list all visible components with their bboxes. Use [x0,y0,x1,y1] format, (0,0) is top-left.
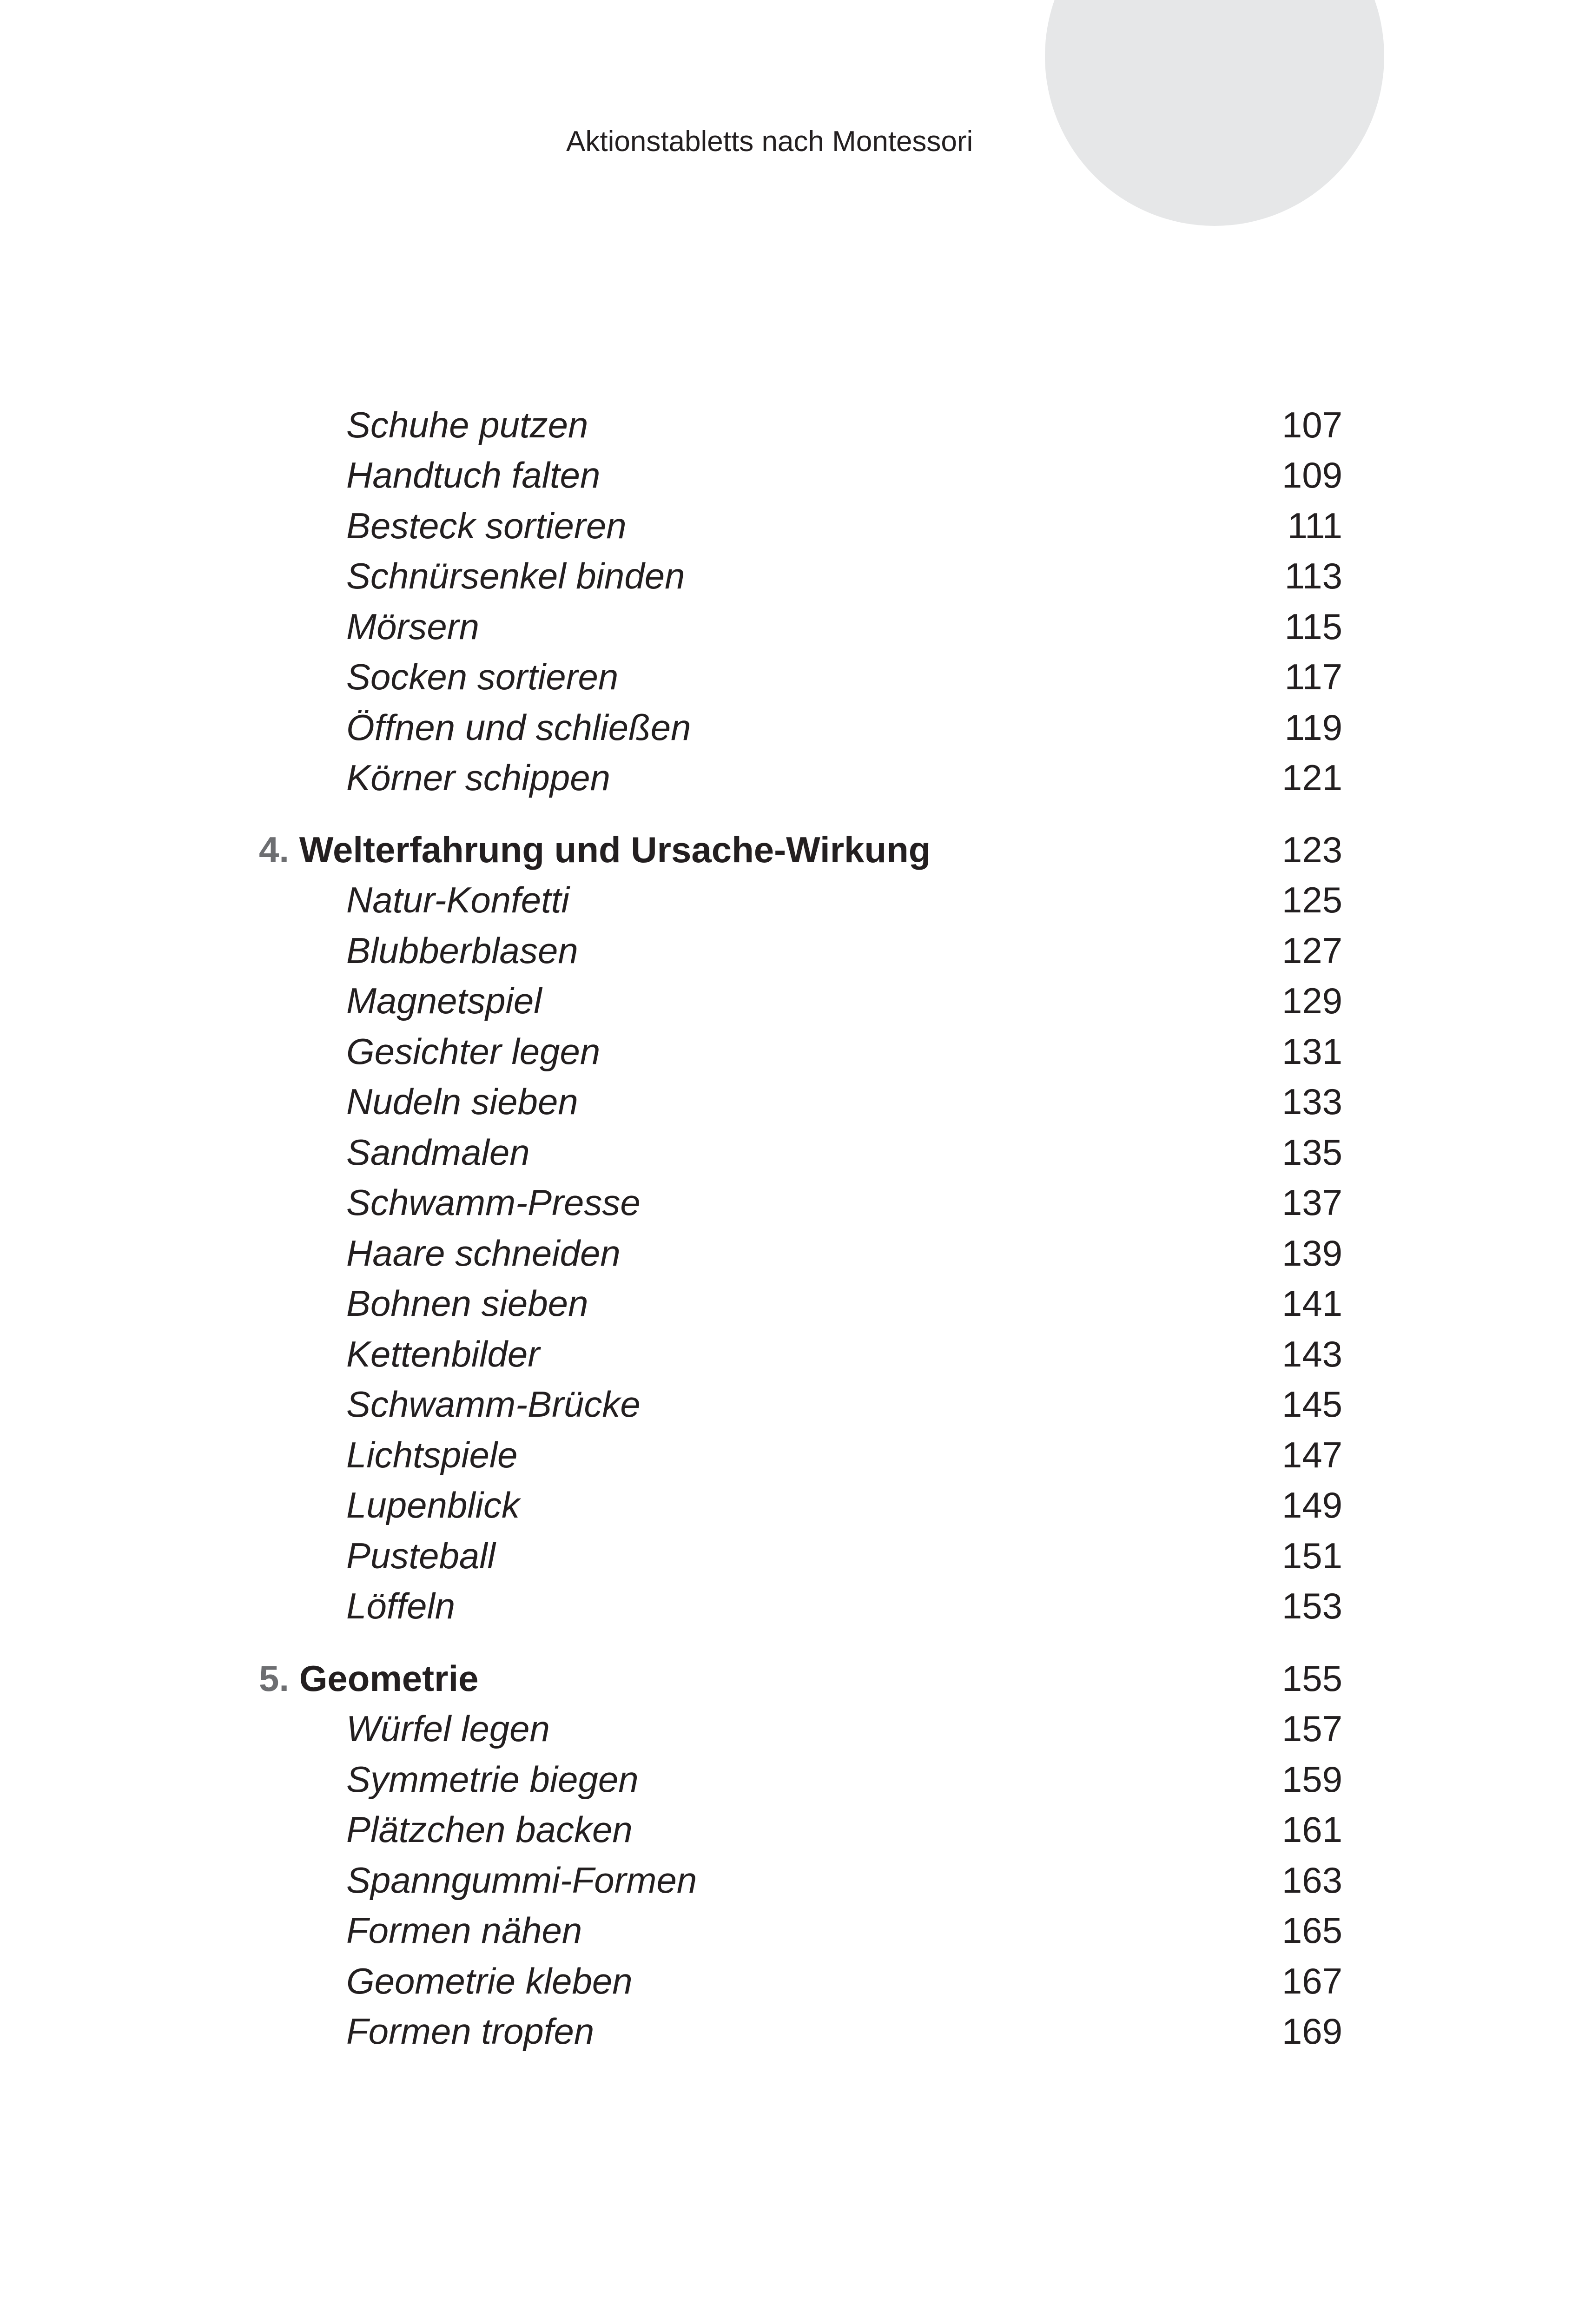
toc-entry [0,1177,1592,1228]
toc-entry-page: 137 [1282,1182,1342,1223]
toc-entry-title: Löffeln [346,1585,456,1626]
toc-entry-page: 169 [1282,2011,1342,2052]
toc-entry-title: Schwamm-Presse [346,1182,641,1223]
toc-entry [0,1480,1592,1530]
toc-entry-title: Formen tropfen [346,2011,595,2052]
toc-entry [0,976,1592,1026]
toc-entry-title: Würfel legen [346,1708,550,1749]
toc-entry-page: 165 [1282,1910,1342,1951]
toc-entry-title: Blubberblasen [346,930,578,971]
toc-entry-title: Körner schippen [346,757,611,798]
toc-entry [0,1703,1592,1754]
toc-entry [0,1329,1592,1379]
toc-entry-page: 157 [1282,1708,1342,1749]
toc-entry-page: 145 [1282,1384,1342,1425]
toc-entry-title: Plätzchen backen [346,1809,633,1850]
toc-entry [0,1804,1592,1855]
toc-entry-page: 131 [1282,1031,1342,1072]
toc-entry [0,652,1592,702]
toc-entry-page: 107 [1282,404,1342,445]
toc-entry [0,601,1592,652]
toc-entry-title: Symmetrie biegen [346,1759,639,1800]
toc-entry-title: Mörsern [346,606,480,647]
toc-entry [0,1076,1592,1127]
toc-entry-title: Schuhe putzen [346,404,588,445]
toc-entry-page: 151 [1282,1535,1342,1576]
toc-entry-page: 139 [1282,1233,1342,1274]
toc-entry-title: Socken sortieren [346,656,619,697]
chapter-number: 4. [259,829,290,870]
toc-entry-title: Formen nähen [346,1910,582,1951]
toc-entry-page: 123 [1282,829,1342,870]
toc-chapter-title [259,1653,479,1703]
toc-entry-page: 161 [1282,1809,1342,1850]
toc-entry-page: 149 [1282,1485,1342,1525]
toc-entry-title: Bohnen sieben [346,1283,588,1324]
corner-circle-decoration [1045,0,1384,226]
toc-entry-page: 129 [1282,980,1342,1021]
toc-entry [0,702,1592,753]
toc-entry [0,551,1592,601]
toc-entry [0,875,1592,925]
toc-entry [0,1127,1592,1177]
toc-entry-title: Spanngummi-Formen [346,1860,697,1901]
toc-entry [0,1278,1592,1328]
toc-entry [0,1379,1592,1429]
toc-entry-page: 127 [1282,930,1342,971]
toc-entry-title: Lichtspiele [346,1434,518,1475]
toc-entry [0,2006,1592,2056]
toc-entry [0,1905,1592,1955]
toc-entry-page: 115 [1284,606,1342,647]
toc-entry [0,1754,1592,1804]
toc-entry-title: Natur-Konfetti [346,879,569,920]
toc-entry [0,1531,1592,1581]
toc-entry-title: Öffnen und schließen [346,707,691,748]
chapter-number: 5. [259,1658,290,1699]
toc-entry-page: 167 [1282,1961,1342,2001]
toc-entry-title: Geometrie kleben [346,1961,633,2001]
toc-entry [0,753,1592,803]
toc-entry [0,1026,1592,1076]
toc-entry-title: Nudeln sieben [346,1081,578,1122]
toc-entry-page: 109 [1282,455,1342,495]
toc-entry-page: 111 [1287,505,1342,546]
toc-entry-title: Gesichter legen [346,1031,601,1072]
toc-entry-page: 155 [1282,1658,1342,1699]
toc-entry-page: 147 [1282,1434,1342,1475]
toc-entry [0,925,1592,976]
toc-entry [0,400,1592,450]
toc-entry-page: 153 [1282,1585,1342,1626]
chapter-name: Geometrie [299,1658,479,1699]
toc-entry-page: 119 [1284,707,1342,748]
toc-entry [0,1956,1592,2006]
toc-entry-page: 125 [1282,879,1342,920]
toc-entry-page: 159 [1282,1759,1342,1800]
toc-chapter-title [259,825,931,875]
toc-entry [0,450,1592,500]
running-header: Aktionstabletts nach Montessori [566,125,973,158]
toc-entry-title: Haare schneiden [346,1233,621,1274]
chapter-name: Welterfahrung und Ursache-Wirkung [299,829,931,870]
toc-entry-title: Lupenblick [346,1485,520,1525]
toc-entry-title: Schwamm-Brücke [346,1384,641,1425]
toc-entry-title: Kettenbilder [346,1334,540,1374]
toc-entry-page: 163 [1282,1860,1342,1901]
toc-chapter-heading [0,1653,1592,1703]
toc-entry-title: Sandmalen [346,1132,530,1173]
toc-entry-title: Pusteball [346,1535,495,1576]
toc-entry [0,1855,1592,1905]
toc-entry-page: 121 [1282,757,1342,798]
toc-entry-title: Schnürsenkel binden [346,555,685,596]
toc-entry-page: 135 [1282,1132,1342,1173]
toc-chapter-heading [0,825,1592,875]
toc-entry-page: 133 [1282,1081,1342,1122]
toc-entry-title: Magnetspiel [346,980,542,1021]
toc-entry-page: 117 [1284,656,1342,697]
toc-entry [0,1430,1592,1480]
toc-entry-page: 113 [1284,555,1342,596]
toc-entry-title: Besteck sortieren [346,505,627,546]
toc-entry-page: 143 [1282,1334,1342,1374]
toc-entry-title: Handtuch falten [346,455,601,495]
toc-entry [0,1581,1592,1631]
toc-entry [0,1228,1592,1278]
toc-entry [0,501,1592,551]
toc-entry-page: 141 [1282,1283,1342,1324]
